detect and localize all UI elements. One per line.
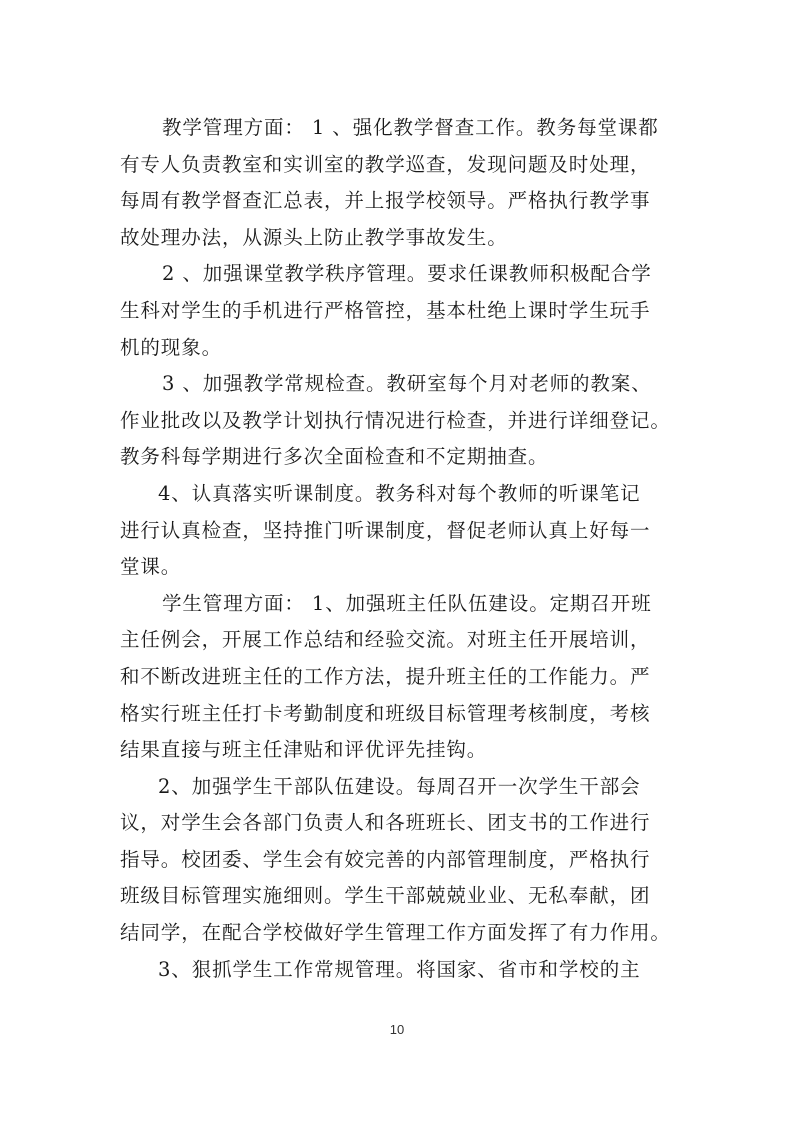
text-line: 指导。校团委、学生会有姣完善的内部管理制度，严格执行: [120, 847, 651, 871]
text-line: 故处理办法，从源头上防止教学事故发生。: [120, 225, 508, 249]
text-line: 2、加强学生干部队伍建设。每周召开一次学生干部会: [158, 774, 641, 798]
text-line: 议，对学生会各部门负责人和各班班长、团支书的工作进行: [120, 811, 651, 835]
text-line: 3、狠抓学生工作常规管理。将国家、省市和学校的主: [158, 957, 641, 981]
text-line: 格实行班主任打卡考勤制度和班级目标管理考核制度，考核: [120, 701, 651, 725]
text-line: 3 、加强教学常规检查。教研室每个月对老师的教案、: [162, 372, 652, 396]
text-line: 和不断改进班主任的工作方法，提升班主任的工作能力。严: [120, 664, 651, 688]
text-line: 堂课。: [120, 555, 182, 579]
text-line: 结同学，在配合学校做好学生管理工作方面发挥了有力作用。: [120, 921, 671, 945]
text-line: 2 、加强课堂教学秩序管理。要求任课教师积极配合学: [162, 262, 652, 286]
text-line: 4、认真落实听课制度。教务科对每个教师的听课笔记: [158, 481, 641, 505]
text-line: 有专人负责教室和实训室的教学巡查，发现问题及时处理，: [120, 152, 651, 176]
text-line: 机的现象。: [120, 335, 223, 359]
text-line: 进行认真检查，坚持推门听课制度，督促老师认真上好每一: [120, 518, 651, 542]
text-line: 学生管理方面： 1、加强班主任队伍建设。定期召开班: [162, 591, 652, 615]
text-line: 教务科每学期进行多次全面检查和不定期抽查。: [120, 445, 549, 469]
text-line: 主任例会，开展工作总结和经验交流。对班主任开展培训，: [120, 628, 651, 652]
text-line: 生科对学生的手机进行严格管控，基本杜绝上课时学生玩手: [120, 298, 651, 322]
text-line: 教学管理方面： 1 、强化教学督查工作。教务每堂课都: [162, 116, 659, 139]
text-line: 班级目标管理实施细则。学生干部兢兢业业、无私奉献，团: [120, 884, 651, 908]
body-text: [120, 110, 680, 988]
page-number: 10: [389, 1022, 405, 1037]
text-line: 每周有教学督查汇总表，并上报学校领导。严格执行教学事: [120, 189, 651, 213]
text-line: 作业批改以及教学计划执行情况进行检查，并进行详细登记。: [120, 408, 671, 432]
text-line: 结果直接与班主任津贴和评优评先挂钩。: [120, 738, 488, 762]
